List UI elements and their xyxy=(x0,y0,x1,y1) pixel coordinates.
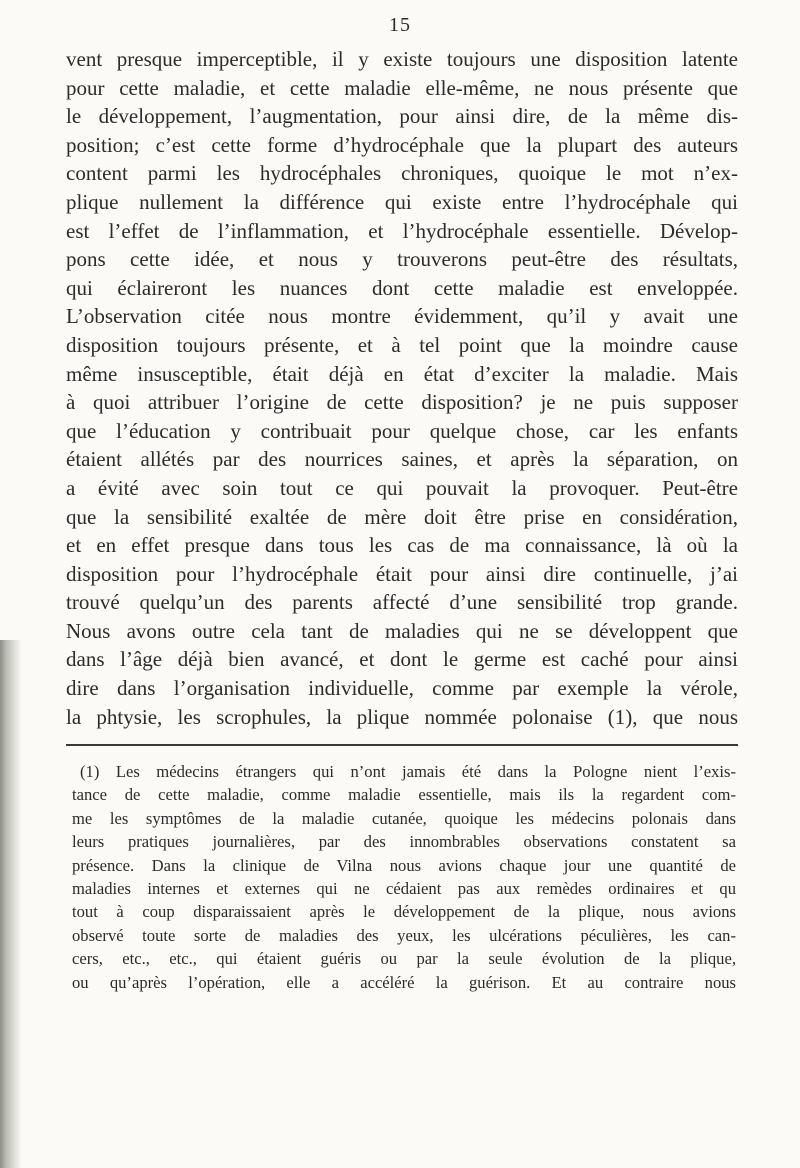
footnote-line: (1) Les médecins étrangers qui n’ont jamais été dans la Pologne nient l’exis- xyxy=(80,762,736,781)
body-line: que la sensibilité exaltée de mère doit être prise en considération, xyxy=(66,504,738,529)
body-line: content parmi les hydrocéphales chroniques, quoique le mot n’ex- xyxy=(66,161,738,186)
body-line: vent presque imperceptible, il y existe toujours une disposition latente xyxy=(66,47,738,71)
body-line: pons cette idée, et nous y trouverons peut-être des résultats, xyxy=(66,247,738,272)
body-line: la phtysie, les scrophules, la plique nommée polonaise (1), que nous xyxy=(66,704,738,729)
body-line: pour cette maladie, et cette maladie elle-même, ne nous présente que xyxy=(66,75,738,100)
body-line: étaient allétés par des nourrices saines, et après la séparation, on xyxy=(66,447,738,472)
body-line: est l’effet de l’inflammation, et l’hydrocéphale essentielle. Dévelop- xyxy=(66,218,738,243)
body-line: a évité avec soin tout ce qui pouvait la provoquer. Peut-être xyxy=(66,475,738,500)
body-line: dans l’âge déjà bien avancé, et dont le germe est caché pour ainsi xyxy=(66,647,738,672)
body-line: disposition pour l’hydrocéphale était pour ainsi dire continuelle, j’ai xyxy=(66,561,738,586)
body-line: le développement, l’augmentation, pour ainsi dire, de la même dis- xyxy=(66,104,738,129)
footnote-line: me les symptômes de la maladie cutanée, quoique les médecins polonais dans xyxy=(72,808,736,828)
footnote-line: observé toute sorte de maladies des yeux, les ulcérations péculières, les can- xyxy=(72,925,736,945)
body-line: à quoi attribuer l’origine de cette disposition? je ne puis supposer xyxy=(66,390,738,415)
binding-shadow xyxy=(0,640,22,1168)
footnote-divider xyxy=(66,744,738,746)
body-line: que l’éducation y contribuait pour quelque chose, car les enfants xyxy=(66,418,738,443)
footnote-line: leurs pratiques journalières, par des innombrables observations constatent sa xyxy=(72,832,736,852)
body-line: qui éclaireront les nuances dont cette maladie est enveloppée. xyxy=(66,275,738,300)
footnote-line: cers, etc., etc., qui étaient guéris ou par la seule évolution de la plique, xyxy=(72,949,736,969)
body-line: disposition toujours présente, et à tel point que la moindre cause xyxy=(66,332,738,357)
body-line: même insusceptible, était déjà en état d’exciter la maladie. Mais xyxy=(66,361,738,386)
body-line: Nous avons outre cela tant de maladies qui ne se développent que xyxy=(66,618,738,643)
body-line: L’observation citée nous montre évidemment, qu’il y avait une xyxy=(66,304,738,329)
footnote xyxy=(72,760,736,994)
page-number: 15 xyxy=(389,14,411,36)
footnote-line: ou qu’après l’opération, elle a accéléré la guérison. Et au contraire nous xyxy=(72,972,736,992)
body-line: trouvé quelqu’un des parents affecté d’une sensibilité trop grande. xyxy=(66,590,738,615)
footnote-line: tance de cette maladie, comme maladie essentielle, mais ils la regardent com- xyxy=(72,785,736,805)
body-line: position; c’est cette forme d’hydrocéphale que la plupart des auteurs xyxy=(66,132,738,157)
footnote-line: tout à coup disparaissaient après le développement de la plique, nous avions xyxy=(72,902,736,922)
footnote-line: présence. Dans la clinique de Vilna nous avions chaque jour une quantité de xyxy=(72,855,736,875)
footnote-line: maladies internes et externes qui ne cédaient pas aux remèdes ordinaires et qu xyxy=(72,878,736,898)
body-line: plique nullement la différence qui existe entre l’hydrocéphale qui xyxy=(66,189,738,214)
body-line: dire dans l’organisation individuelle, comme par exemple la vérole, xyxy=(66,676,738,701)
body-line: et en effet presque dans tous les cas de ma connaissance, là où la xyxy=(66,533,738,558)
body-text xyxy=(66,45,738,731)
